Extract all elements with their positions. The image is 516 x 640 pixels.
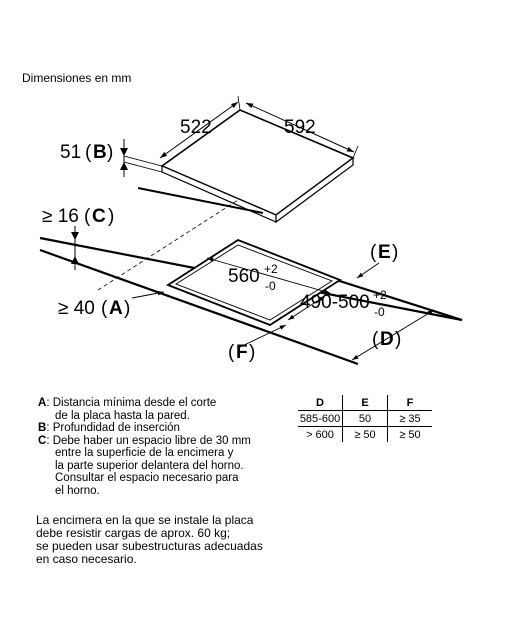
svg-text:): ) (249, 342, 256, 363)
svg-text:(: ( (370, 242, 377, 263)
svg-text:(: ( (101, 298, 108, 319)
table-cell: ≥ 35 (388, 411, 433, 427)
table-cell: > 600 (306, 428, 334, 441)
dim-e-line (357, 263, 379, 278)
clearance-table (298, 395, 432, 442)
label-e: E (378, 242, 391, 263)
dim-592: 592 (284, 117, 316, 138)
dim-490-500: 490-500 (300, 292, 370, 313)
legend-c: C: Debe haber un espacio libre de 30 mm (38, 434, 251, 447)
table-cell: ≥ 50 (388, 427, 433, 443)
dim-a-line (132, 292, 164, 298)
dim-51: 51 (60, 142, 82, 163)
svg-text:(: ( (85, 142, 92, 163)
svg-text:(: ( (228, 342, 235, 363)
table-row (298, 411, 432, 427)
dim-560-tol-upper: +2 (264, 262, 278, 276)
load-note: La encimera en la que se instale la placa debe resistir cargas de aprox. 60 kg; se pueden usar subestructuras adecuadas en caso necesario. (36, 513, 263, 566)
legend-b: B: Profundidad de inserción (38, 422, 180, 434)
dim-c: ≥ 16 (42, 206, 79, 227)
svg-text:(: ( (372, 329, 379, 350)
svg-text:): ) (108, 206, 115, 227)
svg-text:): ) (124, 298, 131, 319)
label-d: D (380, 329, 394, 350)
table-row (298, 427, 432, 443)
table-header: E (343, 395, 388, 411)
table-header-row (298, 395, 432, 411)
table-header: F (388, 395, 433, 411)
legend-a: A: Distancia mínima desde el corte (38, 397, 217, 409)
table-cell: ≥ 50 (343, 427, 388, 443)
svg-text:): ) (107, 142, 114, 163)
dim-490-tol-lower: -0 (374, 305, 385, 319)
svg-text:(: ( (84, 206, 91, 227)
label-c: C (92, 206, 106, 227)
legend: A: Distancia mínima desde el corte de la placa hasta la pared. B: Profundidad de inserción C: Debe haber un espacio libre de 30 mm entre la superficie de la encimera y la parte superior delantera del horno. Consultar el espacio necesario para el horno. (38, 397, 251, 497)
dim-490-tol-upper: +2 (373, 288, 387, 302)
table-header: D (316, 396, 324, 409)
label-f: F (236, 342, 248, 363)
dim-560: 560 (228, 266, 260, 287)
dim-522: 522 (180, 117, 212, 138)
dim-a: ≥ 40 (58, 298, 95, 319)
caption: Dimensiones en mm (22, 71, 132, 85)
table-cell: 585-600 (298, 411, 343, 427)
label-b: B (93, 142, 107, 163)
svg-text:): ) (395, 329, 402, 350)
svg-text:): ) (392, 242, 399, 263)
table-cell: 50 (343, 411, 388, 427)
label-a: A (109, 298, 123, 319)
dim-560-tol-lower: -0 (265, 279, 276, 293)
